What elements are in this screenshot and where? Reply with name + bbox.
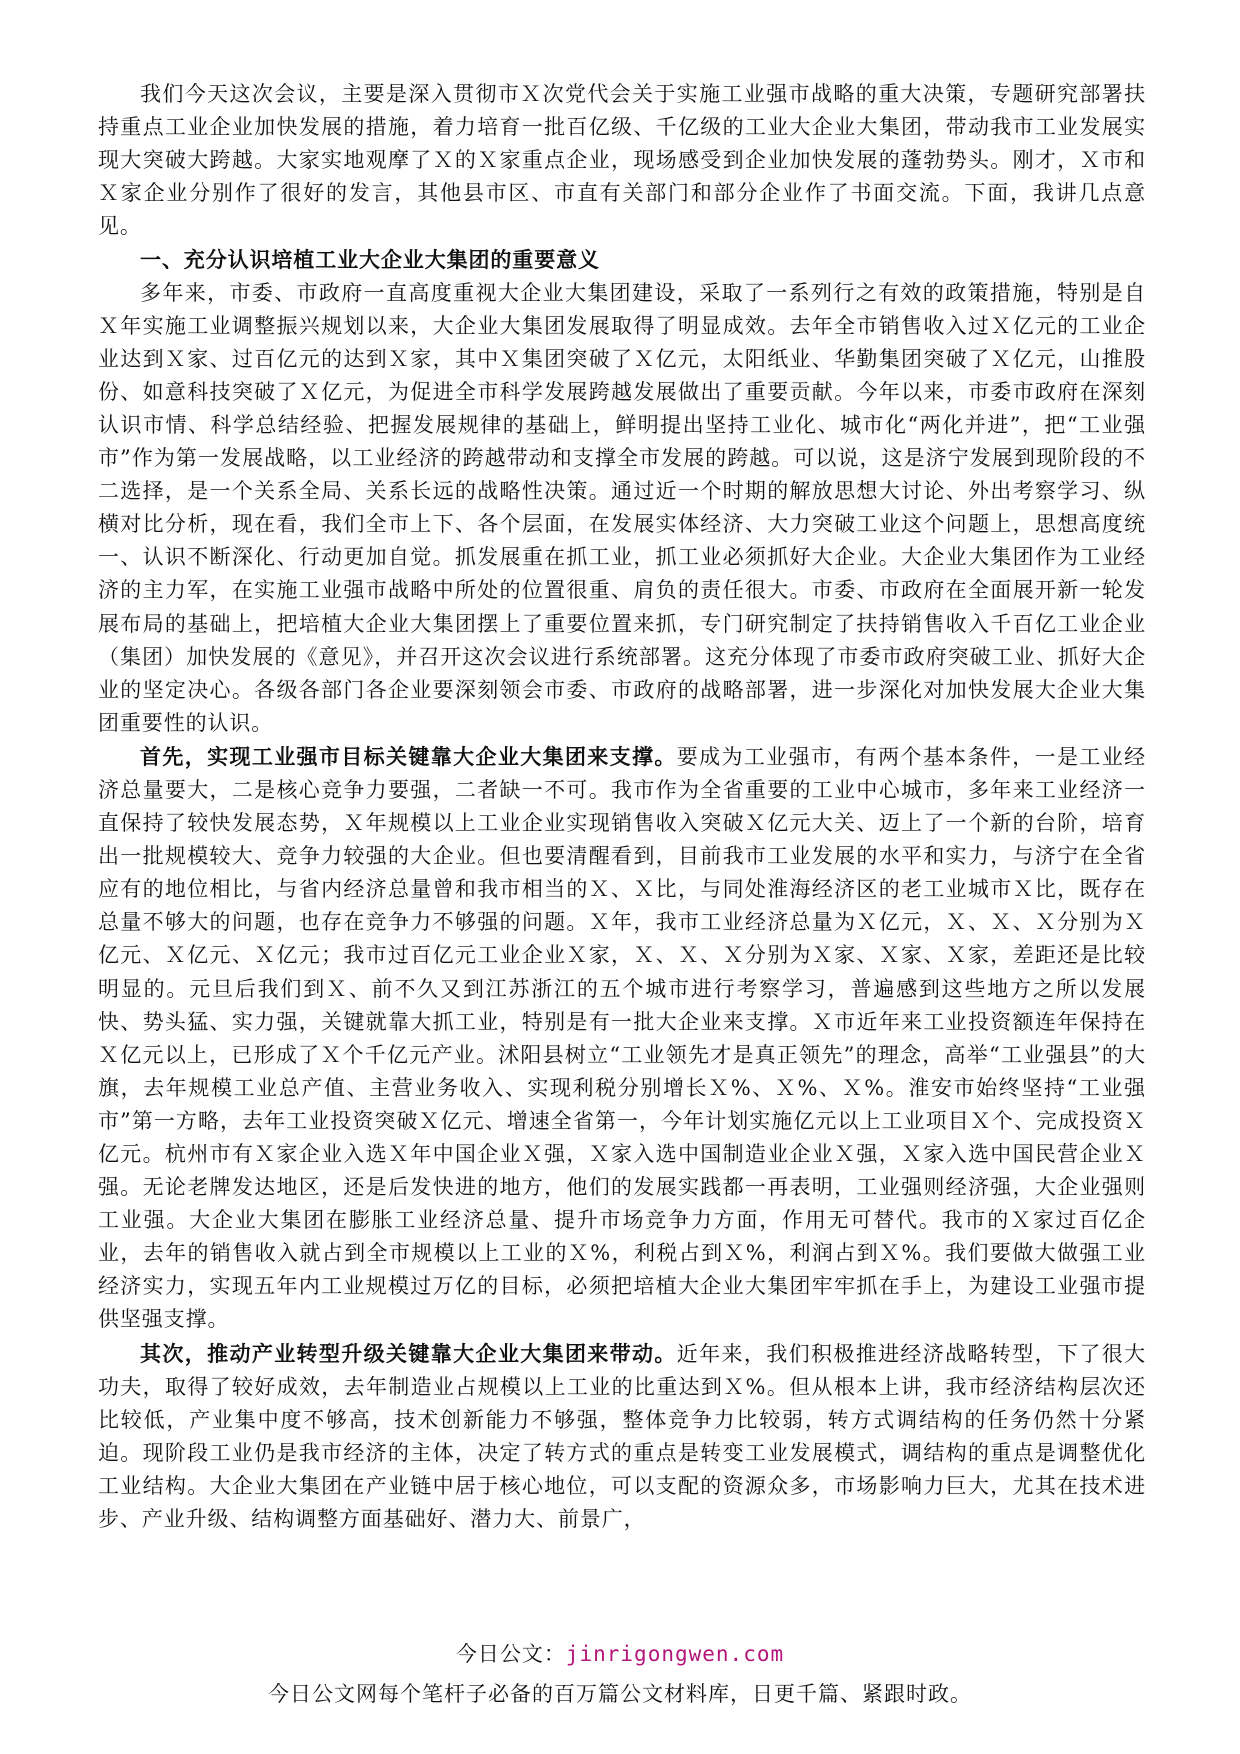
footer-slogan: 今日公文网每个笔杆子必备的百万篇公文材料库，日更千篇、紧跟时政。 [268,1682,972,1706]
footer-link[interactable]: jinrigongwen.com [565,1642,785,1666]
document-body [98,78,1146,1536]
point-lead-1: 首先，实现工业强市目标关键靠大企业大集团来支撑。 [140,743,677,769]
footer-source [0,1638,1240,1668]
footer-label: 今日公文： [455,1642,566,1666]
point-body-1: 要成为工业强市，有两个基本条件，一是工业经济总量要大，二是核心竞争力要强，二者缺一不可。我市作为全省重要的工业中心城市，多年来工业经济一直保持了较快发展态势，Ｘ年规模以上工业企业实现销售收入突破Ｘ亿元大关、迈上了一个新的台阶，培育出一批规模较大、竞争力较强的大企业。但也要清醒看到，目前我市工业发展的水平和实力，与济宁在全省应有的地位相比，与省内经济总量曾和我市相当的Ｘ、Ｘ比，与同处淮海经济区的老工业城市Ｘ比，既存在总量不够大的问题，也存在竞争力不够强的问题。Ｘ年，我市工业经济总量为Ｘ亿元，Ｘ、Ｘ、Ｘ分别为Ｘ亿元、Ｘ亿元、Ｘ亿元；我市过百亿元工业企业Ｘ家，Ｘ、Ｘ、Ｘ分别为Ｘ家、Ｘ家、Ｘ家，差距还是比较明显的。元旦后我们到Ｘ、前不久又到江苏浙江的五个城市进行考察学习，普遍感到这些地方之所以发展快、势头猛、实力强，关键就靠大抓工业，特别是有一批大企业来支撑。Ｘ市近年来工业投资额连年保持在Ｘ亿元以上，已形成了Ｘ个千亿元产业。沭阳县树立“工业领先才是真正领先”的理念，高举“工业强县”的大旗，去年规模工业总产值、主营业务收入、实现利税分别增长Ｘ%、Ｘ%、Ｘ%。淮安市始终坚持“工业强市”第一方略，去年工业投资突破Ｘ亿元、增速全省第一，今年计划实施亿元以上工业项目Ｘ个、完成投资Ｘ亿元。杭州市有Ｘ家企业入选Ｘ年中国企业Ｘ强，Ｘ家入选中国制造业企业Ｘ强，Ｘ家入选中国民营企业Ｘ强。无论老牌发达地区，还是后发快进的地方，他们的发展实践都一再表明，工业强则经济强，大企业强则工业强。大企业大集团在膨胀工业经济总量、提升市场竞争力方面，作用无可替代。我市的Ｘ家过百亿企业，去年的销售收入就占到全市规模以上工业的Ｘ%，利税占到Ｘ%，利润占到Ｘ%。我们要做大做强工业经济实力，实现五年内工业规模过万亿的目标，必须把培植大企业大集团牢牢抓在手上，为建设工业强市提供坚强支撑。 [98,744,1146,1332]
point-body-2: 近年来，我们积极推进经济战略转型，下了很大功夫，取得了较好成效，去年制造业占规模以上工业的比重达到Ｘ%。但从根本上讲，我市经济结构层次还比较低，产业集中度不够高，技术创新能力不够强，整体竞争力比较弱，转方式调结构的任务仍然十分紧迫。现阶段工业仍是我市经济的主体，决定了转方式的重点是转变工业发展模式，调结构的重点是调整优化工业结构。大企业大集团在产业链中居于核心地位，可以支配的资源众多，市场影响力巨大，尤其在技术进步、产业升级、结构调整方面基础好、潜力大、前景广， [98,1341,1146,1532]
point-paragraph-1 [98,740,1146,1337]
section-heading: 一、充分认识培植工业大企业大集团的重要意义 [140,247,600,273]
intro-paragraph: 我们今天这次会议，主要是深入贯彻市Ｘ次党代会关于实施工业强市战略的重大决策，专题研究部署扶持重点工业企业加快发展的措施，着力培育一批百亿级、千亿级的工业大企业大集团，带动我市工业发展实现大突破大跨越。大家实地观摩了Ｘ的Ｘ家重点企业，现场感受到企业加快发展的蓬勃势头。刚才，Ｘ市和Ｘ家企业分别作了很好的发言，其他县市区、市直有关部门和部分企业作了书面交流。下面，我讲几点意见。 [98,82,1146,239]
point-paragraph-2 [98,1337,1146,1537]
section-paragraph: 多年来，市委、市政府一直高度重视大企业大集团建设，采取了一系列行之有效的政策措施，特别是自Ｘ年实施工业调整振兴规划以来，大企业大集团发展取得了明显成效。去年全市销售收入过Ｘ亿元的工业企业达到Ｘ家、过百亿元的达到Ｘ家，其中Ｘ集团突破了Ｘ亿元，太阳纸业、华勤集团突破了Ｘ亿元，山推股份、如意科技突破了Ｘ亿元，为促进全市科学发展跨越发展做出了重要贡献。今年以来，市委市政府在深刻认识市情、科学总结经验、把握发展规律的基础上，鲜明提出坚持工业化、城市化“两化并进”，把“工业强市”作为第一发展战略，以工业经济的跨越带动和支撑全市发展的跨越。可以说，这是济宁发展到现阶段的不二选择，是一个关系全局、关系长远的战略性决策。通过近一个时期的解放思想大讨论、外出考察学习、纵横对比分析，现在看，我们全市上下、各个层面，在发展实体经济、大力突破工业这个问题上，思想高度统一、认识不断深化、行动更加自觉。抓发展重在抓工业，抓工业必须抓好大企业。大企业大集团作为工业经济的主力军，在实施工业强市战略中所处的位置很重、肩负的责任很大。市委、市政府在全面展开新一轮发展布局的基础上，把培植大企业大集团摆上了重要位置来抓，专门研究制定了扶持销售收入千百亿工业企业（集团）加快发展的《意见》，并召开这次会议进行系统部署。这充分体现了市委市政府突破工业、抓好大企业的坚定决心。各级各部门各企业要深刻领会市委、市政府的战略部署，进一步深化对加快发展大企业大集团重要性的认识。 [98,280,1146,735]
point-lead-2: 其次，推动产业转型升级关键靠大企业大集团来带动。 [140,1340,677,1366]
